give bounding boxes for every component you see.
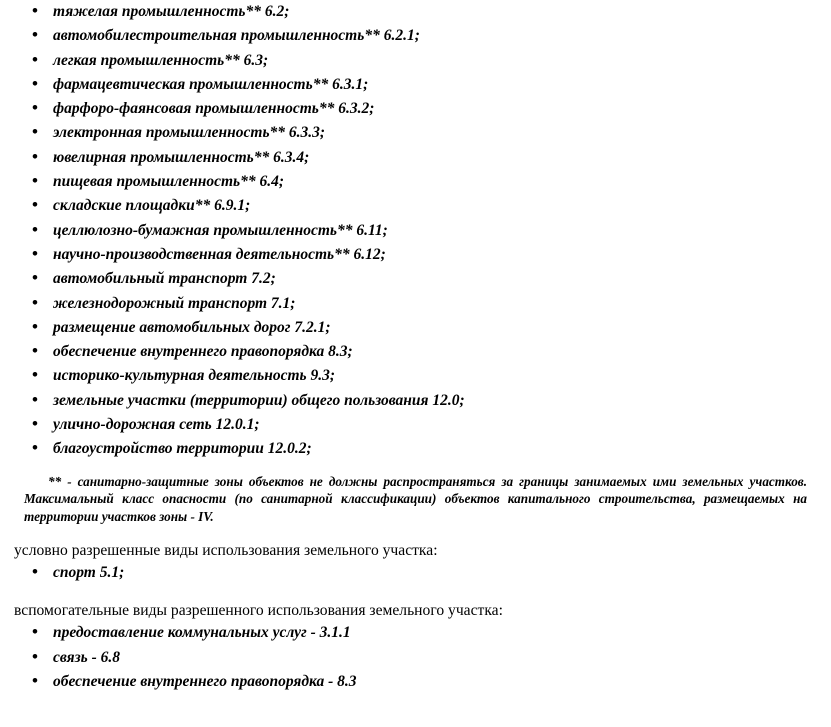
list-item: • тяжелая промышленность** 6.2; (0, 0, 831, 24)
list-item: • целлюлозно-бумажная промышленность** 6.11; (0, 219, 831, 243)
list-item: • ювелирная промышленность** 6.3.4; (0, 146, 831, 170)
auxiliary-uses-heading: вспомогательные виды разрешенного использования земельного участка: (14, 602, 503, 620)
list-item: • связь - 6.8 (0, 646, 831, 670)
conditional-uses-list (0, 561, 831, 585)
auxiliary-uses-list (0, 621, 831, 694)
list-item: • складские площадки** 6.9.1; (0, 194, 831, 218)
list-item: • электронная промышленность** 6.3.3; (0, 121, 831, 145)
list-item: • автомобилестроительная промышленность** 6.2.1; (0, 24, 831, 48)
list-item: • земельные участки (территории) общего пользования 12.0; (0, 389, 831, 413)
list-item: • обеспечение внутреннего правопорядка 8.3; (0, 340, 831, 364)
conditional-uses-heading: условно разрешенные виды использования земельного участка: (14, 542, 438, 560)
list-item: • железнодорожный транспорт 7.1; (0, 292, 831, 316)
list-item: • предоставление коммунальных услуг - 3.1.1 (0, 621, 831, 645)
list-item: • фармацевтическая промышленность** 6.3.1; (0, 73, 831, 97)
footnote-text: ** - санитарно-защитные зоны объектов не должны распространяться за границы занимаемых ими земельных участков. Максимальный класс опасности (по санитарной классификации) объектов капитального строительства, размещаемых на территории участков зоны - IV. (24, 473, 807, 524)
list-item: • научно-производственная деятельность** 6.12; (0, 243, 831, 267)
list-item: • обеспечение внутреннего правопорядка - 8.3 (0, 670, 831, 694)
list-item: • автомобильный транспорт 7.2; (0, 267, 831, 291)
list-item: • пищевая промышленность** 6.4; (0, 170, 831, 194)
list-item: • фарфоро-фаянсовая промышленность** 6.3.2; (0, 97, 831, 121)
list-item: • улично-дорожная сеть 12.0.1; (0, 413, 831, 437)
list-item: • историко-культурная деятельность 9.3; (0, 364, 831, 388)
list-item: • благоустройство территории 12.0.2; (0, 437, 831, 461)
list-item: • спорт 5.1; (0, 561, 831, 585)
list-item: • размещение автомобильных дорог 7.2.1; (0, 316, 831, 340)
list-item: • легкая промышленность** 6.3; (0, 49, 831, 73)
